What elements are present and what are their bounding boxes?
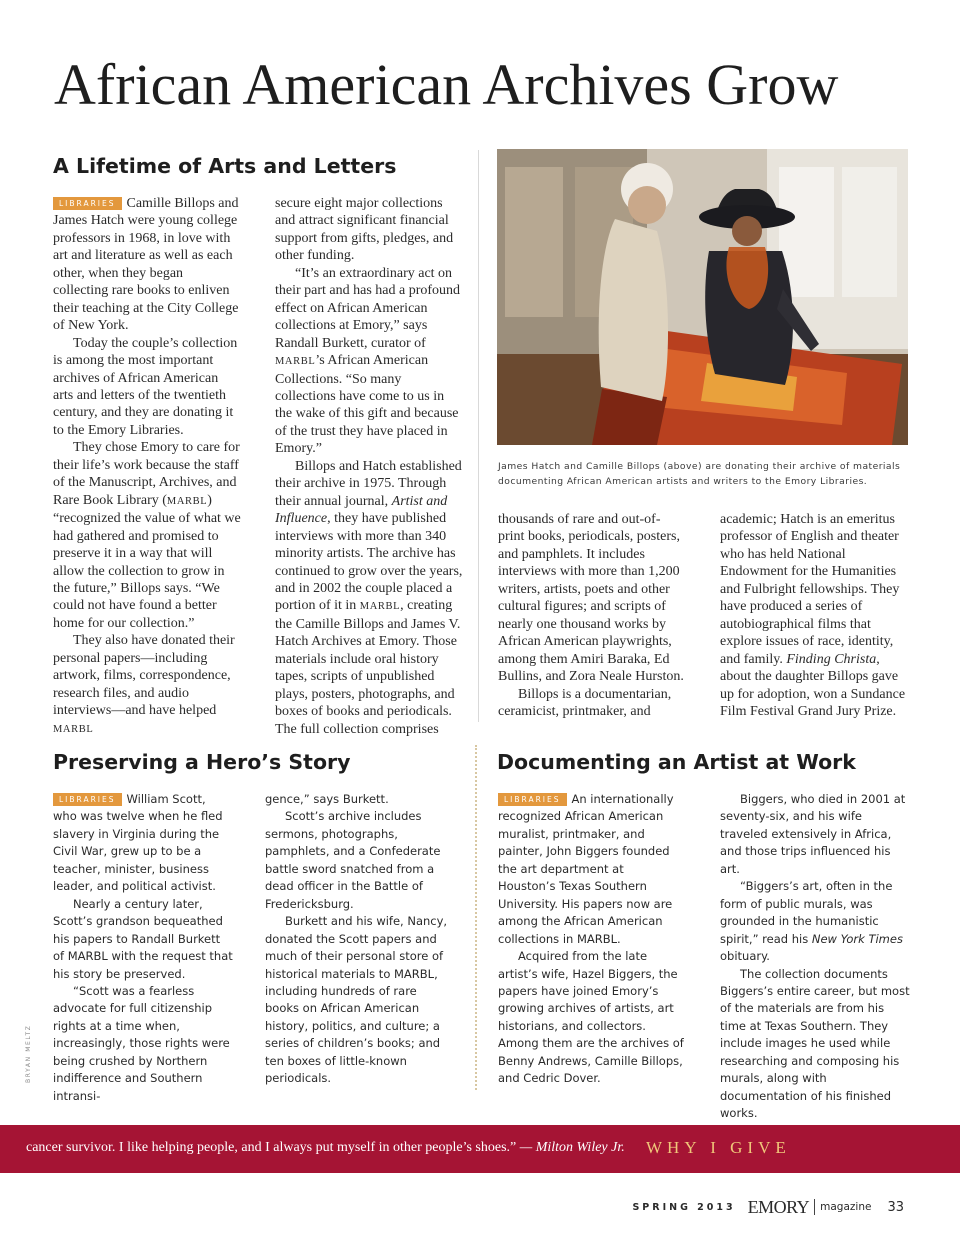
paragraph: Burkett and his wife, Nancy, donated the Scott papers and much of their personal store of historical materials to MARBL, including hundreds of rare books on African American history, politics, and culture; a series of children’s books; and ten boxes of little-known periodicals. — [265, 914, 448, 1086]
footer-brand: EMORY — [747, 1196, 810, 1217]
paragraph: Acquired from the late artist’s wife, Hazel Biggers, the papers have joined Emory’s growing archives of artists, art historians, and collectors. Among them are the archives of Benny Andrews, Camille Billops, and Cedric Dover. — [498, 949, 684, 1086]
libraries-badge: LIBRARIES — [53, 197, 122, 210]
article-lifetime-col-4 — [720, 511, 910, 720]
column-divider — [478, 150, 479, 722]
footer-separator — [814, 1199, 815, 1215]
article-hero-col-2 — [265, 791, 448, 1088]
banner-label: WHY I GIVE — [646, 1138, 791, 1157]
paragraph: Scott’s archive includes sermons, photographs, pamphlets, and a Confederate battle sword snatched from a dead officer in the Battle of Fredericksburg. — [265, 809, 441, 911]
article-artist-col-1 — [498, 791, 684, 1088]
article-lifetime-col-2 — [275, 195, 463, 738]
libraries-badge: LIBRARIES — [498, 793, 567, 806]
article-lifetime-col-1 — [53, 195, 241, 738]
photo-caption: James Hatch and Camille Billops (above) are donating their archive of materials documenting African American artists and writers to the Emory Libraries. — [498, 461, 901, 487]
paragraph: Nearly a century later, Scott’s grandson bequeathed his papers to Randall Burkett of MARBL with the request that his story be preserved. — [53, 896, 233, 981]
why-i-give-banner — [0, 1125, 960, 1173]
paragraph: Biggers, who died in 2001 at seventy-six, and his wife traveled extensively in Africa, and those trips influenced his art. — [720, 792, 906, 876]
paragraph: “Biggers’s art, often in the form of public murals, was grounded in the humanistic spirit,” read his New York Times obituary. — [720, 879, 903, 964]
paragraph: Billops is a documentarian, ceramicist, printmaker, and — [498, 686, 672, 719]
paragraph: They also have donated their personal papers—including artwork, films, correspondence, research files, and audio interviews—and have helped MARBL — [53, 633, 235, 735]
footer-magazine: magazine — [820, 1201, 872, 1213]
paragraph: Billops and Hatch established their archive in 1975. Through their annual journal, Artist and Influence, they have published interviews with more than 340 minority artists. The archive has continued to grow over the years, and in 2002 the couple placed a portion of it in MARBL, creating the Camille Billops and James V. Hatch Archives at Emory. Those materials include oral history tapes, scripts of unpublished plays, posters, photographs, and boxes of books and periodicals. The full collection comprises — [275, 458, 463, 737]
page-number: 33 — [887, 1199, 904, 1215]
banner-quote: cancer survivor. I like helping people, and I always put myself in other people’s shoes.” — Milton Wiley Jr. — [26, 1140, 625, 1155]
article-hero-title: Preserving a Hero’s Story — [53, 750, 351, 774]
paragraph: Today the couple’s collection is among the most important archives of African American arts and letters of the twentieth century, and they are donating it to the Emory Libraries. — [53, 335, 238, 438]
paragraph: “It’s an extraordinary act on their part and has had a profound effect on African American collections at Emory,” says Randall Burkett, curator of MARBL’s African American Collections. “So many collections have come to us in the wake of this gift and because of the trust they have placed in Emory.” — [275, 265, 461, 457]
banner-attribution: — Milton Wiley Jr. — [519, 1140, 625, 1155]
libraries-badge: LIBRARIES — [53, 793, 122, 806]
paragraph: gence,” says Burkett. — [265, 792, 389, 806]
article-artist-title: Documenting an Artist at Work — [497, 750, 856, 774]
paragraph: secure eight major collections and attract significant financial support from gifts, pledges, and other funding. — [275, 196, 454, 264]
footer-season: SPRING 2013 — [632, 1201, 736, 1213]
photo-credit: BRYAN MELTZ — [25, 1024, 32, 1083]
article-lifetime-title: A Lifetime of Arts and Letters — [53, 154, 397, 178]
article-artist-col-2 — [720, 791, 912, 1123]
paragraph: thousands of rare and out-of-print books, periodicals, posters, and pamphlets. It includes interviews with more than 1,200 writers, artists, poets and other cultural figures; and scripts of nearly one thousand works by African American playwrights, among them Amiri Baraka, Ed Bullins, and Zora Neale Hurston. — [498, 512, 684, 685]
dotted-divider — [475, 745, 477, 1090]
paragraph: LIBRARIES Camille Billops and James Hatch were young college professors in 1968, in love with art and literature as well as each other, when they began collecting rare books to enliven their teaching at the City College of New York. — [53, 196, 239, 334]
archive-photo — [497, 149, 908, 445]
paragraph: LIBRARIES An internationally recognized African American muralist, printmaker, and painter, John Biggers founded the art department at Houston’s Texas Southern University. His papers now are among the African American collections in MARBL. — [498, 792, 674, 946]
article-hero-col-1 — [53, 791, 233, 1105]
paragraph: They chose Emory to care for their life’s work because the staff of the Manuscript, Archives, and Rare Book Library (MARBL) “recognized the value of what we had gathered and promised to preserve it in a way that will allow the collection to grow in the future,” Billops says. “We could not have found a better home for our collection.” — [53, 440, 241, 631]
paragraph: LIBRARIES William Scott, who was twelve when he fled slavery in Virginia during the Civil War, grew up to be a teacher, minister, business leader, and political activist. — [53, 792, 223, 894]
paragraph: academic; Hatch is an emeritus professor of English and theater who has held National Endowment for the Humanities and Fulbright fellowships. They have produced a series of autobiographical films that explore issues of race, identity, and family. Finding Christa, about the daughter Billops gave up for adoption, won a Sundance Film Festival Grand Jury Prize. — [720, 512, 906, 719]
article-lifetime-col-3 — [498, 511, 686, 720]
paragraph: The collection documents Biggers’s entire career, but most of the materials are from his time at Texas Southern. They include images he used while researching and composing his murals, along with documentation of his finished works. — [720, 966, 910, 1121]
page-title: African American Archives Grow — [54, 52, 839, 117]
paragraph: “Scott was a fearless advocate for full citizenship rights at a time when, increasingly, those rights were being crushed by Northern indifference and Southern intransi- — [53, 983, 230, 1103]
page-footer — [632, 1195, 904, 1219]
